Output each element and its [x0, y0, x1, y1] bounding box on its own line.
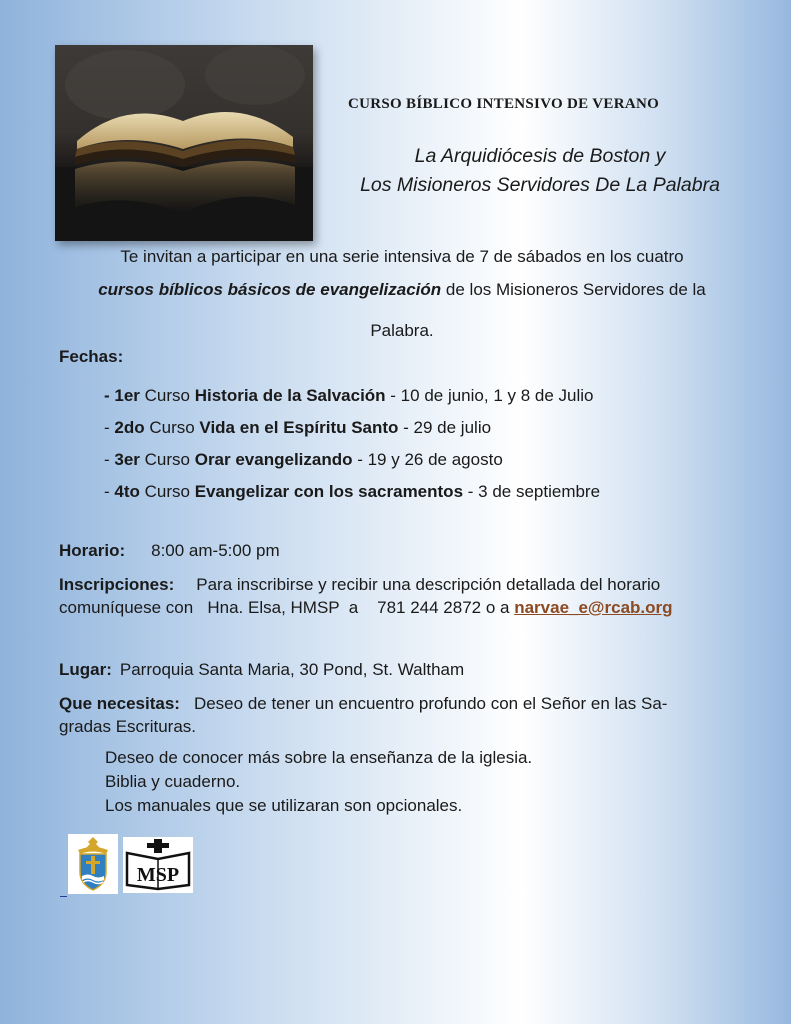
necesitas-label: Que necesitas: [59, 694, 180, 713]
course-item-4 [104, 478, 600, 510]
intro-text-1: Te invitan a participar en una serie intensiva de 7 de sábados en los cuatro [120, 247, 684, 266]
course-dates: - 3 de septiembre [463, 482, 601, 501]
lugar-row [59, 660, 464, 680]
course-name: Historia de la Salvación [194, 386, 386, 405]
course-word: Curso [139, 386, 195, 405]
necesitas-text-2: gradas Escrituras. [59, 717, 196, 736]
inscripciones-block [59, 573, 739, 619]
course-item-1 [104, 382, 600, 414]
course-dates: - 29 de julio [398, 418, 492, 437]
needs-item-1: Deseo de conocer más sobre la enseñanza de la iglesia. [105, 748, 533, 767]
course-prefix: - [104, 482, 115, 501]
course-item-2 [104, 414, 600, 446]
course-prefix: - [104, 386, 115, 405]
needs-list [105, 746, 532, 818]
course-name: Orar evangelizando [194, 450, 353, 469]
subtitle [330, 142, 750, 200]
necesitas-block [59, 692, 739, 738]
inscripciones-text-1: Para inscribirse y recibir una descripción detallada del horario [196, 575, 661, 594]
horario-row [59, 541, 280, 561]
course-number: 2do [114, 418, 145, 437]
course-dates: - 19 y 26 de agosto [352, 450, 503, 469]
lugar-label: Lugar: [59, 660, 112, 679]
lugar-value: Parroquia Santa Maria, 30 Pond, St. Waltham [119, 660, 465, 679]
course-prefix: - [104, 418, 115, 437]
course-list [104, 382, 600, 510]
needs-item-2: Biblia y cuaderno. [105, 772, 241, 791]
necesitas-text-1: Deseo de tener un encuentro profundo con el Señor en las Sa- [193, 694, 668, 713]
course-word: Curso [144, 418, 200, 437]
inscripciones-text-2: comuníquese con Hna. Elsa, HMSP a 781 244 2872 o a [59, 598, 515, 617]
intro-paragraph [62, 240, 742, 347]
course-name: Vida en el Espíritu Santo [199, 418, 399, 437]
bible-photo [55, 45, 313, 241]
link-underline-mark [60, 896, 67, 897]
inscripciones-label: Inscripciones: [59, 575, 175, 594]
needs-item-3: Los manuales que se utilizaran son opcionales. [105, 796, 463, 815]
course-number: 4to [114, 482, 140, 501]
course-number: 1er [114, 386, 140, 405]
horario-label: Horario: [59, 541, 126, 560]
msp-logo [123, 837, 193, 893]
subtitle-line-1: La Arquidiócesis de Boston y [414, 145, 666, 167]
msp-logo-text: MSP [136, 864, 180, 886]
course-name: Evangelizar con los sacramentos [194, 482, 464, 501]
subtitle-line-2: Los Misioneros Servidores De La Palabra [360, 174, 720, 196]
course-prefix: - [104, 450, 115, 469]
intro-text-3: Palabra. [370, 321, 434, 340]
course-item-3 [104, 446, 600, 478]
email-link[interactable]: narvae_e@rcab.org [514, 598, 673, 617]
course-dates: - 10 de junio, 1 y 8 de Julio [385, 386, 594, 405]
intro-emphasis: cursos bíblicos básicos de evangelización [98, 280, 442, 299]
course-word: Curso [139, 482, 195, 501]
intro-text-2: de los Misioneros Servidores de la [441, 280, 706, 299]
course-word: Curso [139, 450, 195, 469]
course-number: 3er [114, 450, 140, 469]
horario-value: 8:00 am-5:00 pm [151, 541, 280, 560]
fechas-label: Fechas: [59, 347, 124, 366]
page-title: CURSO BÍBLICO INTENSIVO DE VERANO [348, 96, 660, 112]
archdiocese-logo [68, 834, 118, 894]
